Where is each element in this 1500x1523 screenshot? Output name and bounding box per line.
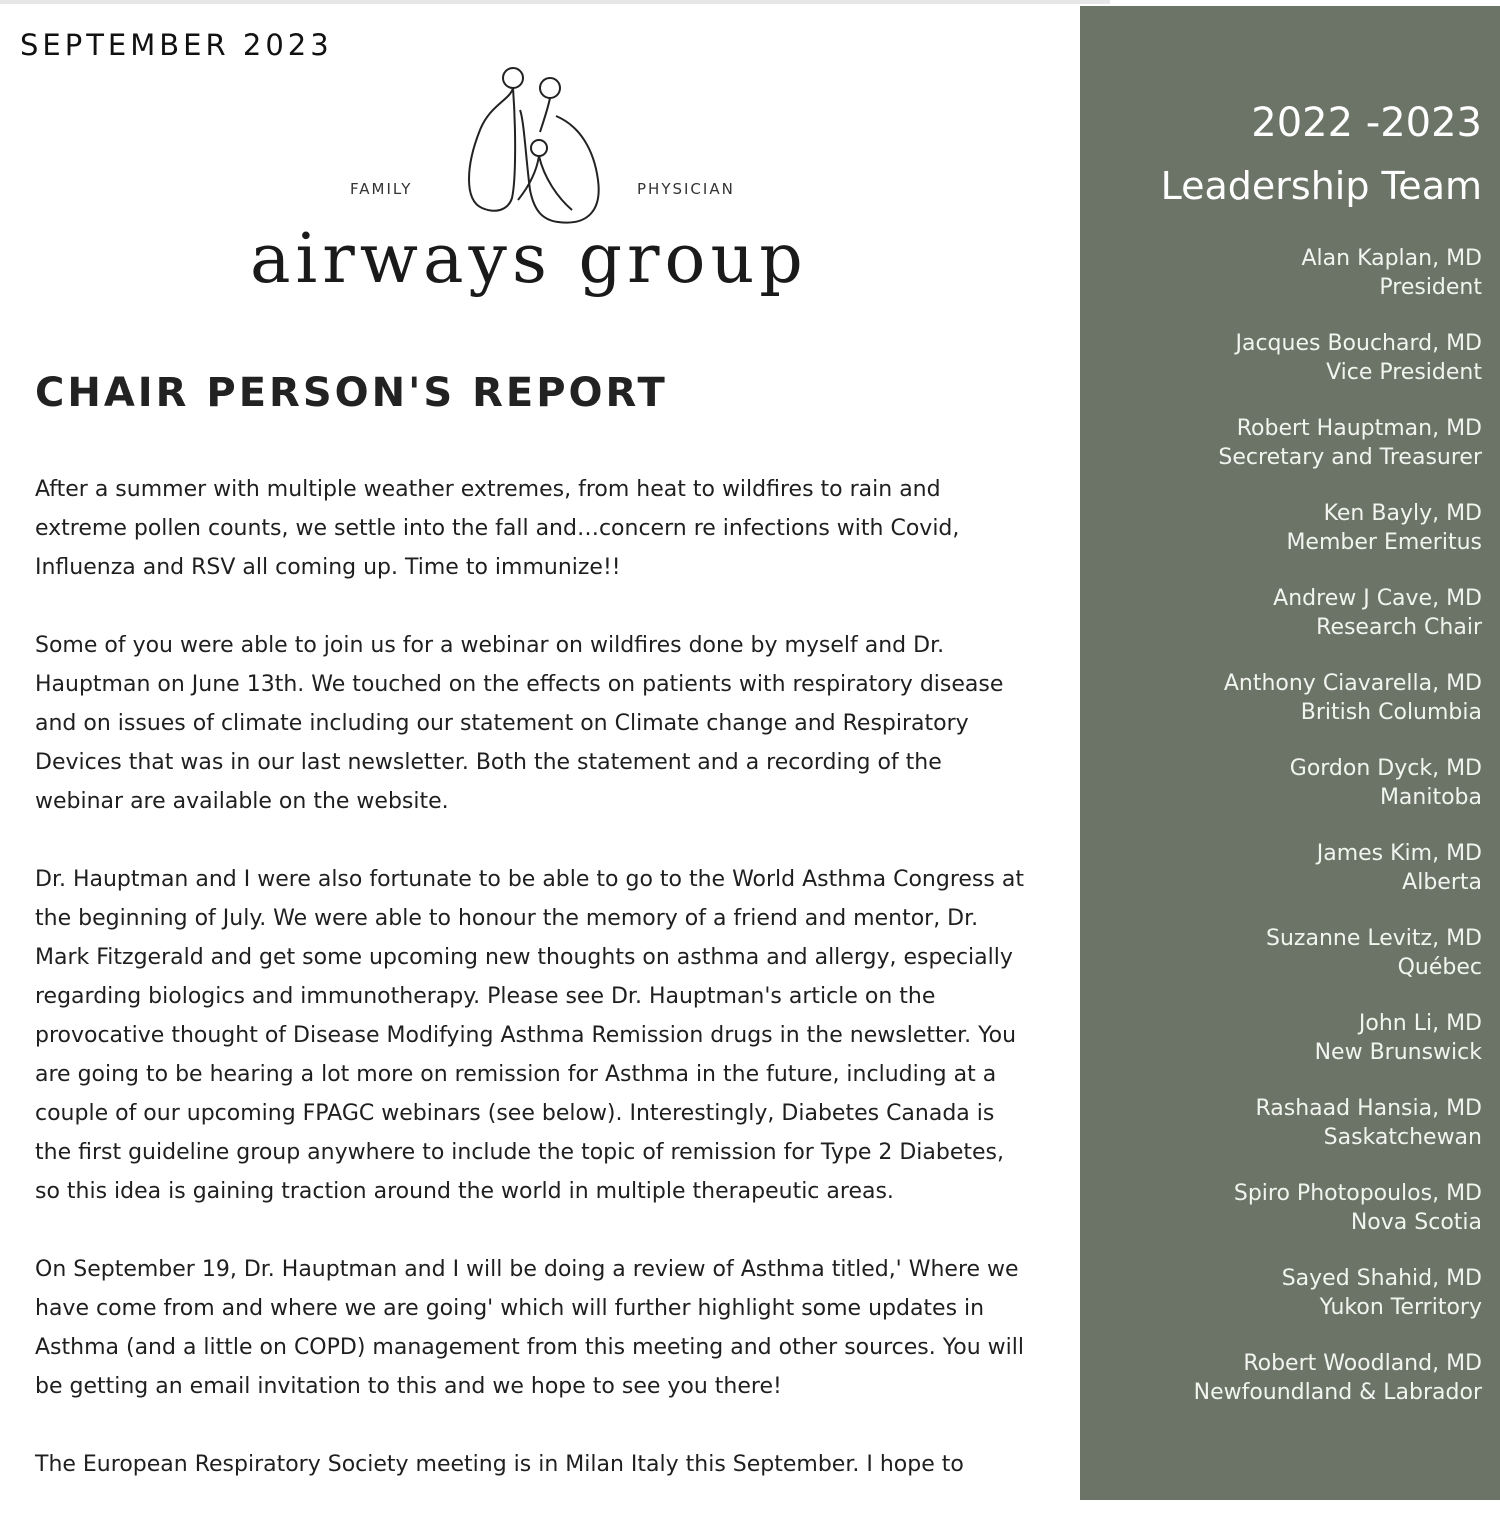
report-paragraph: Some of you were able to join us for a webinar on wildfires done by myself and Dr. Hauptman on June 13th. We touched on the effects on patients with respiratory disease and on issues of climate including our statement on Climate change and Respiratory Devices that was in our last newsletter. Both the statement and a recording of the webinar are available on the website. [35, 633, 1004, 814]
lungs-logo-icon [460, 60, 610, 225]
report-paragraph: Dr. Hauptman and I were also fortunate to be able to go to the World Asthma Congress at the beginning of July. We were able to honour the memory of a friend and mentor, Dr. Mark Fitzgerald and get some upcoming new thoughts on asthma and allergy, especially regarding biologics and immunotherapy. Please see Dr. Hauptman's article on the provocative thought of Disease Modifying Asthma Remission drugs in the newsletter. You are going to be hearing a lot more on remission for Asthma in the future, including at a couple of our upcoming FPAGC webinars (see below). Interestingly, Diabetes Canada is the first guideline group anywhere to include the topic of remission for Type 2 Diabetes, so this idea is gaining traction around the world in multiple therapeutic areas. [35, 867, 1024, 1204]
member-role: Secretary and Treasurer [1218, 445, 1482, 470]
member-role: British Columbia [1300, 700, 1482, 725]
member-role: President [1379, 275, 1482, 300]
report-paragraph: After a summer with multiple weather extremes, from heat to wildfires to rain and extreme pollen counts, we settle into the fall and…concern re infections with Covid, Influenza and RSV all coming up. Time to immunize!! [35, 477, 960, 580]
member-name: Jacques Bouchard, MD [1235, 331, 1482, 356]
report-title: CHAIR PERSON'S REPORT [35, 370, 668, 416]
member-name: Sayed Shahid, MD [1281, 1266, 1482, 1291]
member-name: Spiro Photopoulos, MD [1233, 1181, 1482, 1206]
member-entry [1082, 839, 1482, 924]
member-name: Robert Hauptman, MD [1236, 416, 1482, 441]
member-role: Member Emeritus [1286, 530, 1482, 555]
member-name: James Kim, MD [1316, 841, 1482, 866]
member-entry [1082, 584, 1482, 669]
logo-family-label: FAMILY [350, 180, 413, 198]
member-role: Québec [1397, 955, 1482, 980]
member-entry [1082, 669, 1482, 754]
member-entry [1082, 1179, 1482, 1264]
member-role: Saskatchewan [1323, 1125, 1482, 1150]
logo-physician-label: PHYSICIAN [637, 180, 735, 198]
member-role: Vice President [1326, 360, 1482, 385]
top-divider [0, 0, 1110, 4]
member-role: Alberta [1402, 870, 1482, 895]
member-list [1082, 244, 1482, 1434]
member-entry [1082, 1094, 1482, 1179]
sidebar-years: 2022 -2023 [1251, 100, 1482, 146]
issue-date: SEPTEMBER 2023 [20, 28, 333, 62]
member-name: Robert Woodland, MD [1243, 1351, 1482, 1376]
member-entry [1082, 1009, 1482, 1094]
member-name: Rashaad Hansia, MD [1255, 1096, 1482, 1121]
member-entry [1082, 244, 1482, 329]
member-role: Manitoba [1379, 785, 1482, 810]
report-body [35, 470, 1025, 1523]
member-name: Anthony Ciavarella, MD [1223, 671, 1482, 696]
logo-wordmark: airways group [250, 220, 808, 299]
member-entry [1082, 1349, 1482, 1434]
member-name: Alan Kaplan, MD [1301, 246, 1482, 271]
member-name: Ken Bayly, MD [1323, 501, 1482, 526]
member-role: Yukon Territory [1319, 1295, 1482, 1320]
member-name: Gordon Dyck, MD [1289, 756, 1482, 781]
member-entry [1082, 924, 1482, 1009]
member-role: Research Chair [1316, 615, 1482, 640]
member-entry [1082, 754, 1482, 839]
member-role: New Brunswick [1314, 1040, 1482, 1065]
member-name: Suzanne Levitz, MD [1266, 926, 1482, 951]
member-name: Andrew J Cave, MD [1273, 586, 1482, 611]
member-entry [1082, 329, 1482, 414]
sidebar-heading: Leadership Team [1160, 164, 1482, 208]
member-entry [1082, 499, 1482, 584]
member-name: John Li, MD [1358, 1011, 1482, 1036]
report-paragraph: The European Respiratory Society meeting is in Milan Italy this September. I hope to [35, 1452, 964, 1477]
member-entry [1082, 414, 1482, 499]
member-entry [1082, 1264, 1482, 1349]
logo [250, 60, 820, 320]
member-role: Nova Scotia [1350, 1210, 1482, 1235]
member-role: Newfoundland & Labrador [1193, 1380, 1482, 1405]
leadership-sidebar [1080, 6, 1500, 1500]
report-paragraph: On September 19, Dr. Hauptman and I will be doing a review of Asthma titled,' Where we have come from and where we are going' which will further highlight some updates in Asthma (and a little on COPD) management from this meeting and other sources. You will be getting an email invitation to this and we hope to see you there! [35, 1257, 1024, 1399]
